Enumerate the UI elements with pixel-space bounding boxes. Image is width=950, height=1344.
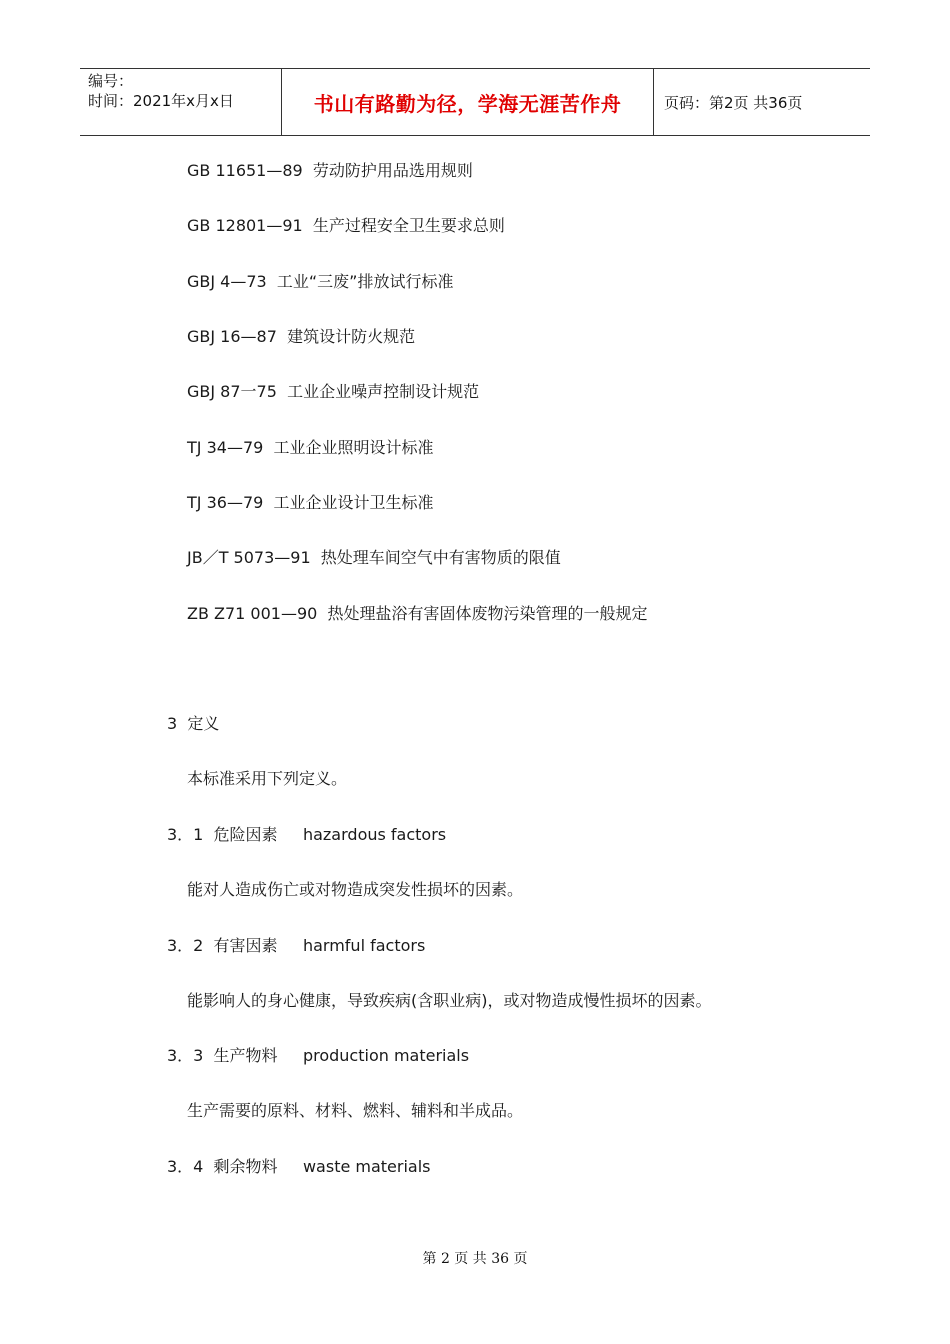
standard-item: GBJ 4—73 工业“三废”排放试行标准 <box>187 272 454 291</box>
page-header <box>80 68 870 136</box>
standard-item: GB 11651—89 劳动防护用品选用规则 <box>187 161 473 180</box>
definition-text: 能影响人的身心健康，导致疾病(含职业病)，或对物造成慢性损坏的因素。 <box>187 991 712 1010</box>
standard-item: GBJ 87一75 工业企业噪声控制设计规范 <box>187 382 480 401</box>
section-heading: 3 定义 <box>167 714 220 733</box>
standard-item: TJ 34—79 工业企业照明设计标准 <box>187 438 434 457</box>
document-date: 时间：2021年x月x日 <box>88 92 234 110</box>
header-page-code: 页码：第2页 共36页 <box>664 93 803 112</box>
page-footer: 第 2 页 共 36 页 <box>422 1251 528 1267</box>
standard-item: GBJ 16—87 建筑设计防火规范 <box>187 327 416 346</box>
motto-text: 书山有路勤为径，学海无涯苦作舟 <box>313 91 622 116</box>
standard-item: GB 12801—91 生产过程安全卫生要求总则 <box>187 216 505 235</box>
standard-item: JB／T 5073—91 热处理车间空气中有害物质的限值 <box>187 548 561 567</box>
definition-term: 3．2 有害因素 harmful factors <box>167 936 426 955</box>
header-page-cell <box>654 69 870 135</box>
definition-text: 生产需要的原料、材料、燃料、辅料和半成品。 <box>187 1101 524 1120</box>
definition-term: 3．3 生产物料 production materials <box>167 1046 470 1065</box>
definition-text: 能对人造成伤亡或对物造成突发性损坏的因素。 <box>187 880 524 899</box>
standard-item: ZB Z71 001—90 热处理盐浴有害固体废物污染管理的一般规定 <box>187 604 648 623</box>
definition-term: 3．4 剩余物料 waste materials <box>167 1157 431 1176</box>
header-info-cell <box>80 69 281 135</box>
section-intro: 本标准采用下列定义。 <box>187 769 348 788</box>
definition-term: 3．1 危险因素 hazardous factors <box>167 825 447 844</box>
header-motto-cell <box>281 69 654 135</box>
document-number-label: 编号： <box>88 72 134 90</box>
standard-item: TJ 36—79 工业企业设计卫生标准 <box>187 493 434 512</box>
